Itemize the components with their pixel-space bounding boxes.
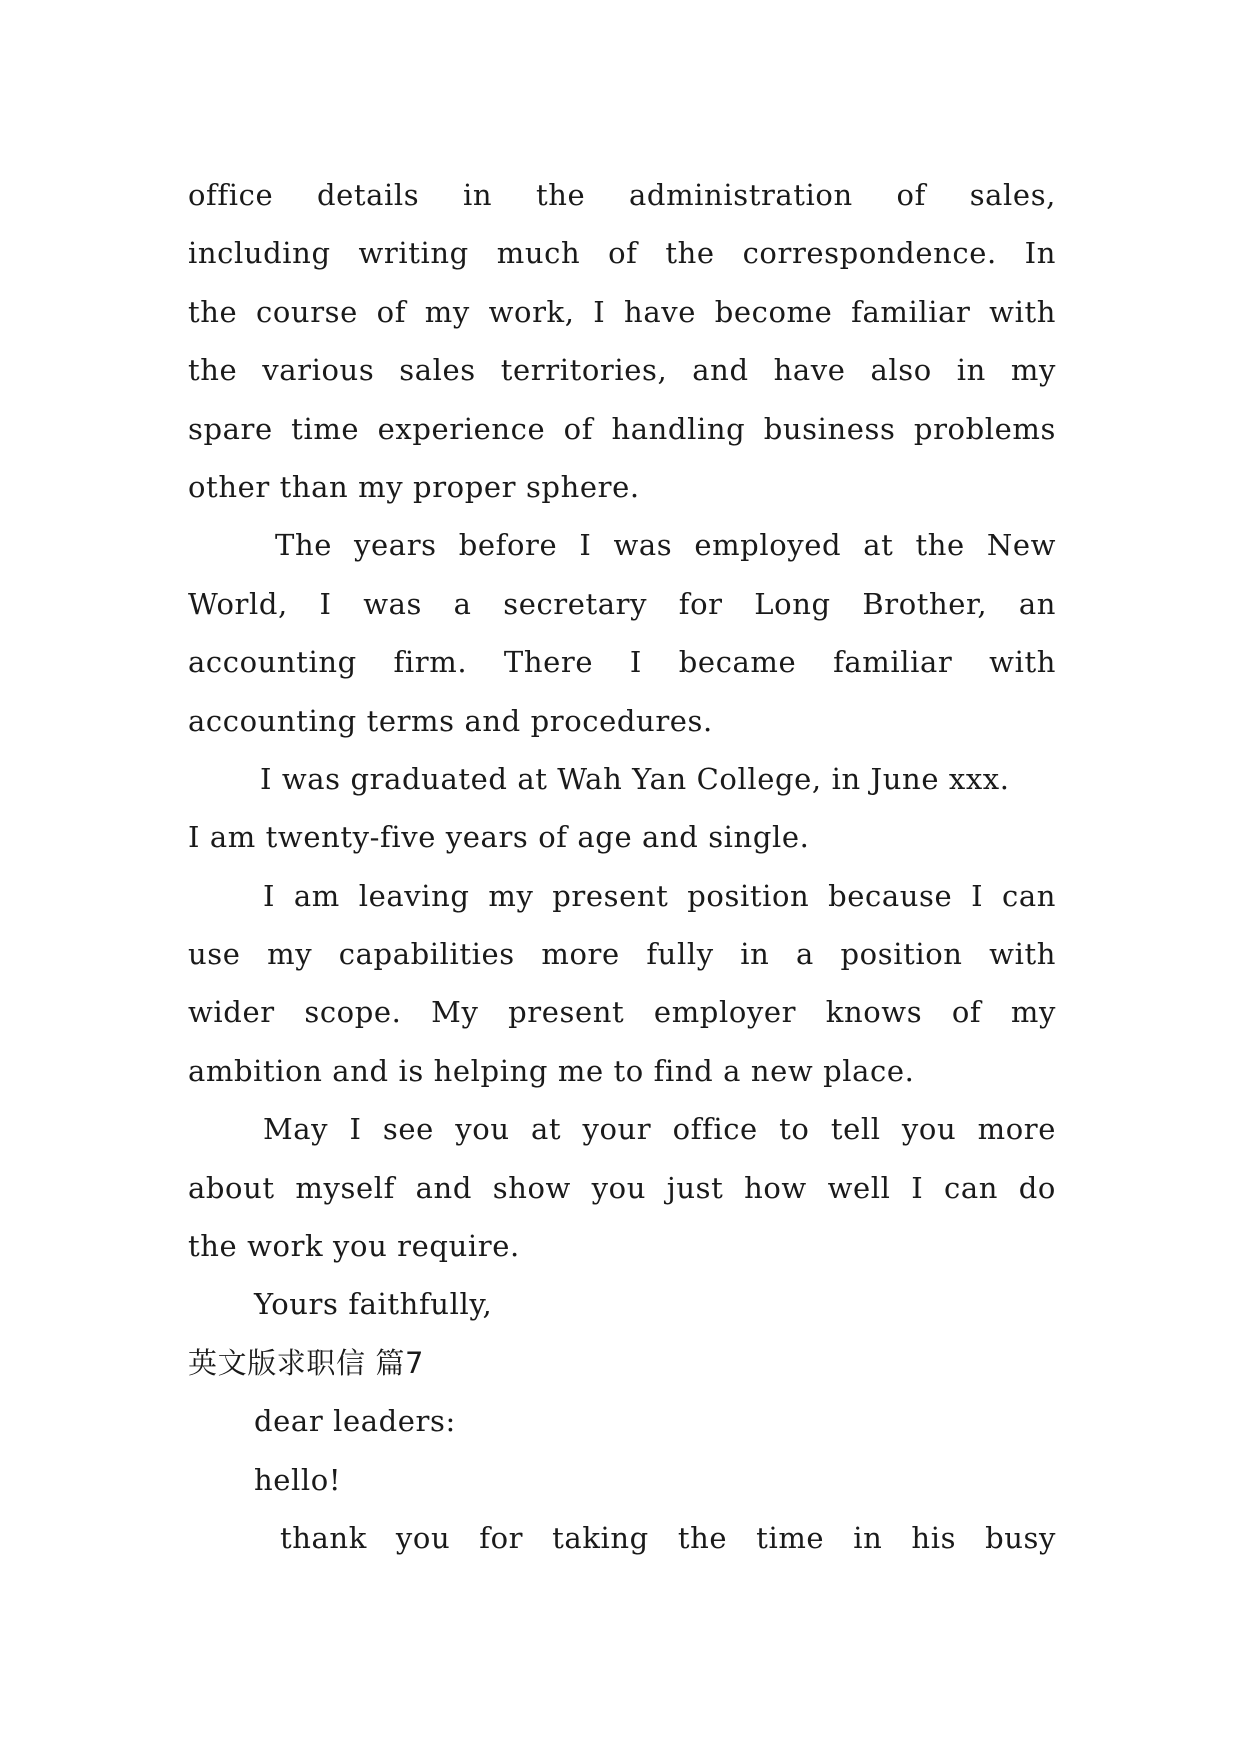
text-line: I am leaving my present position because I can	[263, 878, 1056, 913]
text-line: The years before I was employed at the New	[275, 528, 1056, 563]
greeting: dear leaders:	[254, 1404, 456, 1439]
closing: Yours faithfully,	[254, 1287, 493, 1322]
text-line: use my capabilities more fully in a position with	[188, 937, 1056, 972]
letter-body	[188, 166, 1056, 1567]
text-line: wider scope. My present employer knows of my	[188, 995, 1056, 1030]
text-line: the course of my work, I have become familiar with	[188, 294, 1056, 329]
text-line: May I see you at your office to tell you more	[263, 1112, 1056, 1147]
section-heading: 英文版求职信 篇7	[188, 1345, 425, 1380]
text-line: spare time experience of handling business problems	[188, 411, 1056, 446]
text-line: World, I was a secretary for Long Brother, an	[188, 586, 1056, 621]
text-line: other than my proper sphere.	[188, 469, 640, 504]
text-line: accounting terms and procedures.	[188, 703, 713, 738]
text-line: thank you for taking the time in his busy	[280, 1520, 1056, 1555]
text-line: the various sales territories, and have also in my	[188, 353, 1056, 388]
text-line: about myself and show you just how well I can do	[188, 1170, 1056, 1205]
text-line: I am twenty-five years of age and single.	[188, 820, 810, 855]
text-line: I was graduated at Wah Yan College, in June xxx.	[260, 761, 1010, 796]
text-line: ambition and is helping me to find a new place.	[188, 1053, 915, 1088]
hello-line: hello!	[254, 1462, 342, 1497]
text-line: office details in the administration of sales,	[188, 178, 1056, 212]
text-line: accounting firm. There I became familiar with	[188, 645, 1056, 680]
text-line: including writing much of the correspondence. In	[188, 236, 1056, 271]
text-line: the work you require.	[188, 1229, 520, 1264]
